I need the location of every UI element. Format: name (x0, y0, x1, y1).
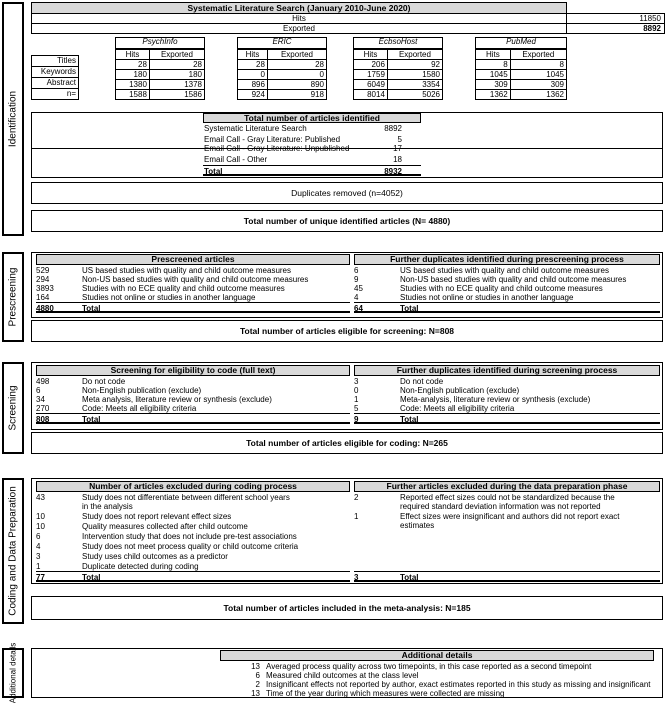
screening-n: 6 (36, 386, 41, 395)
stage-identification (2, 2, 24, 236)
cell: 8 (476, 60, 511, 70)
cell: 1586 (149, 90, 204, 100)
identified-title: Total number of articles identified (203, 113, 421, 123)
identified-label: Email Call - Gray Literature: Published (204, 135, 341, 144)
prescreened-text: US based studies with quality and child outcome measures (82, 266, 291, 275)
db-eric (237, 37, 327, 100)
prep-total-label: Total (400, 573, 419, 582)
col-hits: Hits (354, 50, 388, 60)
screening-dups-n: 1 (354, 395, 359, 404)
coding-n: 10 (36, 522, 45, 531)
db-name: ERIC (237, 37, 327, 49)
prescreen-dups-title: Further duplicates identified during prescreening process (354, 254, 660, 265)
cell: 309 (510, 80, 566, 90)
col-hits: Hits (238, 50, 268, 60)
stage-label-identification: Identification (7, 90, 19, 148)
cell: 3354 (387, 80, 442, 90)
coding-text: Quality measures collected after child outcome (82, 522, 248, 531)
cell: 890 (267, 80, 326, 90)
cell: 1588 (116, 90, 150, 100)
col-hits: Hits (476, 50, 511, 60)
additional-text: Insignificant effects not reported by author, exact estimates reported in this study as missing and insignificant (266, 680, 651, 689)
coding-total-row (36, 571, 350, 582)
identified-label: Email Call - Other (204, 155, 268, 164)
screening-text: Do not code (82, 377, 126, 386)
additional-n: 6 (255, 671, 260, 680)
prescreen-dups-n: 4 (354, 293, 359, 302)
screening-dups-n: 0 (354, 386, 359, 395)
coding-text-cont: in the analysis (82, 502, 133, 511)
identified-value: 5 (397, 135, 402, 144)
prescreened-title: Prescreened articles (36, 254, 350, 265)
coding-n: 3 (36, 552, 41, 561)
screening-total-n: 808 (36, 415, 50, 424)
additional-text: Measured child outcomes at the class level (266, 671, 419, 680)
prescreen-dups-n: 9 (354, 275, 359, 284)
cell: 924 (238, 90, 268, 100)
unique-total: Total number of unique identified articles (N= 4880) (31, 210, 663, 232)
prescreen-dups-total-n: 64 (354, 304, 363, 313)
cell: 206 (354, 60, 388, 70)
stage-additional (2, 642, 24, 703)
cell: 309 (476, 80, 511, 90)
prescreened-n: 164 (36, 293, 50, 302)
exported-value: 8892 (566, 23, 665, 34)
screening-n: 498 (36, 377, 50, 386)
row-label: Keywords (31, 66, 79, 77)
prescreened-total-label: Total (82, 304, 101, 313)
cell: 1580 (387, 70, 442, 80)
prescreened-n: 3893 (36, 284, 54, 293)
col-exported: Exported (387, 50, 442, 60)
duplicates-removed: Duplicates removed (n=4052) (31, 182, 663, 204)
prescreened-n: 529 (36, 266, 50, 275)
cell: 180 (116, 70, 150, 80)
meta-total: Total number of articles included in the meta-analysis: N=185 (31, 596, 663, 620)
prescreen-dups-n: 45 (354, 284, 363, 293)
cell: 28 (149, 60, 204, 70)
cell: 1045 (476, 70, 511, 80)
cell: 1378 (149, 80, 204, 90)
identified-label: Email Call - Gray Literature: Unpublished (204, 144, 350, 153)
prep-n: 2 (354, 493, 359, 502)
prescreen-dups-text: Non-US based studies with quality and child outcome measures (400, 275, 627, 284)
prescreen-dups-table (354, 254, 660, 316)
col-exported: Exported (149, 50, 204, 60)
coding-n: 6 (36, 532, 41, 541)
coding-text: Study does not report relevant effect sizes (82, 512, 232, 521)
identified-total-row (203, 165, 421, 176)
screening-dups-total-n: 9 (354, 415, 359, 424)
prep-text: Reported effect sizes could not be standardized because the (400, 493, 615, 502)
cell: 0 (238, 70, 268, 80)
screening-title: Screening for eligibility to code (full text) (36, 365, 350, 376)
coding-excluded-table (36, 481, 350, 583)
coding-excluded-title: Number of articles excluded during coding process (36, 481, 350, 492)
coding-text: Intervention study that does not include pre-test associations (82, 532, 297, 541)
prep-excluded-table (354, 481, 660, 583)
prescreened-text: Studies not online or studies in another language (82, 293, 256, 302)
prescreen-dups-total-label: Total (400, 304, 419, 313)
cell: 896 (238, 80, 268, 90)
screening-text: Non-English publication (exclude) (82, 386, 202, 395)
prescreen-dups-text: Studies with no ECE quality and child outcome measures (400, 284, 603, 293)
cell: 1759 (354, 70, 388, 80)
hits-value: 11850 (566, 13, 665, 24)
identified-value: 18 (393, 155, 402, 164)
cell: 6049 (354, 80, 388, 90)
additional-text: Time of the year during which measures were collected are missing (266, 689, 505, 698)
prescreen-dups-text: US based studies with quality and child outcome measures (400, 266, 609, 275)
screening-text: Code: Meets all eligibility criteria (82, 404, 197, 413)
screening-dups-title: Further duplicates identified during screening process (354, 365, 660, 376)
col-exported: Exported (267, 50, 326, 60)
screening-text: Meta analysis, literature review or synthesis (exclude) (82, 395, 272, 404)
stage-screening (2, 362, 24, 454)
row-label: Titles (31, 55, 79, 66)
screening-dups-n: 3 (354, 377, 359, 386)
cell: 28 (238, 60, 268, 70)
row-label: Abstract (31, 77, 79, 88)
stage-label-coding: Coding and Data Preparation (7, 486, 19, 616)
additional-frame (31, 648, 663, 698)
coding-text: Study uses child outcomes as a predictor (82, 552, 228, 561)
stage-label-additional: Additional details (8, 642, 18, 703)
db-name: PubMed (475, 37, 567, 49)
cell: 5026 (387, 90, 442, 100)
coding-text: Study does not differentiate between different school years (82, 493, 290, 502)
additional-n: 13 (251, 662, 260, 671)
eligible-screening: Total number of articles eligible for screening: N=808 (31, 320, 663, 342)
stage-label-screening: Screening (7, 385, 19, 431)
prescreen-dups-total-row (354, 302, 660, 313)
coding-n: 10 (36, 512, 45, 521)
cell: 28 (116, 60, 150, 70)
coding-total-label: Total (82, 573, 101, 582)
prep-text: Effect sizes were insignificant and authors did not report exact (400, 512, 620, 521)
row-label: n= (31, 88, 79, 100)
identified-label: Systematic Literature Search (204, 124, 307, 133)
screening-n: 34 (36, 395, 45, 404)
row-labels (31, 55, 79, 100)
stage-prescreening (2, 252, 24, 342)
cell: 1380 (116, 80, 150, 90)
prescreened-text: Non-US based studies with quality and child outcome measures (82, 275, 309, 284)
exported-label: Exported (31, 23, 567, 34)
screening-total-row (36, 413, 350, 424)
screening-dups-total-row (354, 413, 660, 424)
screening-table (36, 365, 350, 427)
additional-title: Additional details (220, 650, 654, 661)
prescreened-total-n: 4880 (36, 304, 54, 313)
prep-text-cont: estimates (400, 521, 435, 530)
cell: 180 (149, 70, 204, 80)
col-exported: Exported (510, 50, 566, 60)
coding-n: 43 (36, 493, 45, 502)
prescreened-table (36, 254, 350, 316)
prep-total-n: 3 (354, 573, 359, 582)
cell: 8014 (354, 90, 388, 100)
prescreened-total-row (36, 302, 350, 313)
prescreened-text: Studies with no ECE quality and child outcome measures (82, 284, 285, 293)
screening-dups-text: Do not code (400, 377, 444, 386)
search-title: Systematic Literature Search (January 2010-June 2020) (31, 2, 567, 14)
cell: 8 (510, 60, 566, 70)
screening-dups-text: Meta-analysis, literature review or synthesis (exclude) (400, 395, 591, 404)
screening-dups-total-label: Total (400, 415, 419, 424)
cell: 0 (267, 70, 326, 80)
cell: 1362 (510, 90, 566, 100)
identified-total-value: 8932 (384, 167, 402, 176)
stage-coding (2, 478, 24, 624)
cell: 92 (387, 60, 442, 70)
coding-text: Study does not meet process quality or child outcome criteria (82, 542, 299, 551)
coding-text: Duplicate detected during coding (82, 562, 199, 571)
identified-cont (31, 112, 663, 178)
stage-label-prescreening: Prescreening (7, 267, 19, 327)
prescreen-dups-text: Studies not online or studies in another language (400, 293, 574, 302)
coding-n: 4 (36, 542, 41, 551)
db-name: EcbsoHost (353, 37, 443, 49)
prescreened-n: 294 (36, 275, 50, 284)
coding-n: 1 (36, 562, 41, 571)
search-grid (31, 2, 665, 104)
prescreen-dups-n: 6 (354, 266, 359, 275)
additional-text: Averaged process quality across two timepoints, in this case reported as a second timepoint (266, 662, 592, 671)
additional-n: 13 (251, 689, 260, 698)
additional-n: 2 (255, 680, 260, 689)
db-name: PsychInfo (115, 37, 205, 49)
identified-total-label: Total (204, 167, 223, 176)
screening-dups-text: Non-English publication (exclude) (400, 386, 520, 395)
screening-dups-n: 5 (354, 404, 359, 413)
screening-n: 270 (36, 404, 50, 413)
coding-total-n: 77 (36, 573, 45, 582)
db-pubmed (475, 37, 567, 100)
cell: 1045 (510, 70, 566, 80)
db-ebscohost (353, 37, 443, 100)
prep-n: 1 (354, 512, 359, 521)
cell: 918 (267, 90, 326, 100)
eligible-coding: Total number of articles eligible for coding: N=265 (31, 432, 663, 454)
screening-total-label: Total (82, 415, 101, 424)
col-hits: Hits (116, 50, 150, 60)
prep-text-cont: required standard deviation information was not reported (400, 502, 601, 511)
screening-dups-table (354, 365, 660, 427)
screening-dups-text: Code: Meets all eligibility criteria (400, 404, 515, 413)
hits-label: Hits (31, 13, 567, 24)
cell: 28 (267, 60, 326, 70)
cell: 1362 (476, 90, 511, 100)
identified-value: 17 (393, 144, 402, 153)
prep-total-row (354, 571, 660, 582)
db-psychinfo (115, 37, 205, 100)
prep-excluded-title: Further articles excluded during the data preparation phase (354, 481, 660, 492)
identified-value: 8892 (384, 124, 402, 133)
